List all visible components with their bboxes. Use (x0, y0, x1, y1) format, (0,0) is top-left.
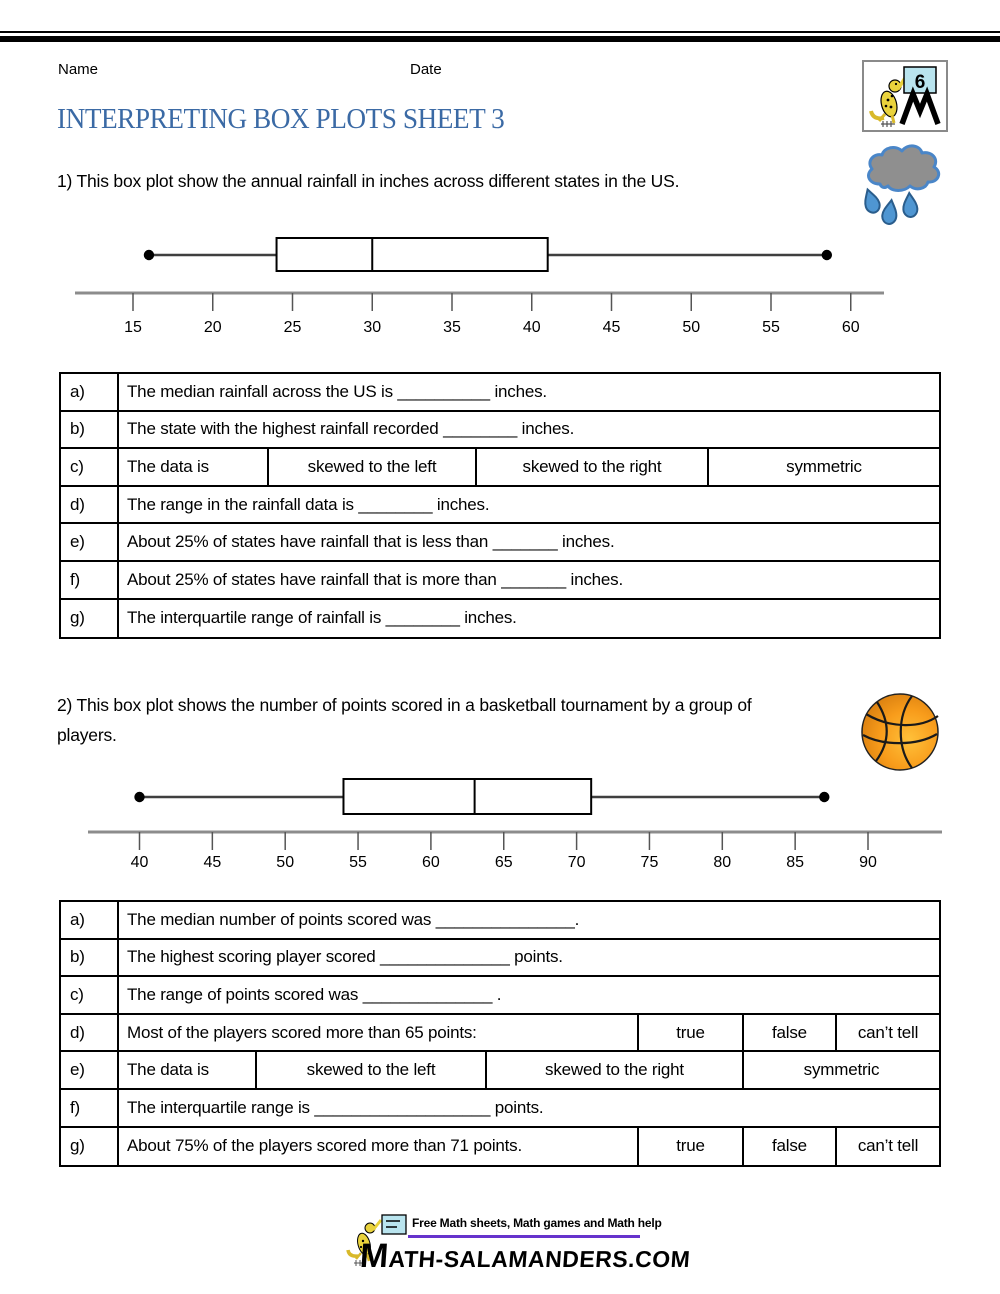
top-rule-thin (0, 31, 1000, 33)
axis-tick-label: 55 (349, 854, 367, 871)
rain-cloud-icon (850, 140, 950, 225)
option-skewed-right: skewed to the right (487, 1052, 744, 1088)
axis-tick-label: 45 (602, 319, 621, 336)
max-dot (822, 250, 832, 260)
option-cant-tell: can’t tell (857, 1022, 919, 1042)
row-letter: e) (61, 1052, 119, 1088)
question-text: The interquartile range is ___________________ points. (127, 1097, 544, 1117)
axis-tick-label: 65 (494, 854, 513, 871)
option-symmetric: symmetric (786, 456, 862, 476)
question-text: The data is (119, 1052, 257, 1088)
salamander-tail (348, 1250, 358, 1256)
table-row (61, 977, 939, 1015)
raindrop (881, 199, 898, 225)
table-row (61, 562, 939, 600)
iqr-box (277, 238, 548, 271)
grade-badge-logo (862, 60, 948, 132)
question-text: The range of points scored was ______________ . (127, 984, 502, 1004)
axis-tick-label: 70 (567, 854, 586, 871)
question-text: The highest scoring player scored ______________ points. (127, 947, 563, 967)
option-true: true (639, 1128, 744, 1166)
row-letter: g) (61, 600, 119, 638)
option-true: true (639, 1015, 744, 1051)
axis-tick-label: 85 (786, 854, 805, 871)
axis-tick-label: 45 (203, 854, 222, 871)
table-row (61, 487, 939, 525)
axis-tick-label: 50 (276, 854, 295, 871)
min-dot (134, 792, 144, 802)
row-letter: d) (61, 1015, 119, 1051)
table-row (61, 1090, 939, 1128)
axis-tick-label: 35 (443, 319, 461, 336)
question-2-prompt: 2) This box plot shows the number of points scored in a basketball tournament by a group of players. (57, 695, 752, 745)
date-label: Date (410, 61, 442, 78)
axis-tick-label: 40 (130, 854, 149, 871)
raindrop (902, 193, 918, 218)
table-row (61, 524, 939, 562)
question-text: The median rainfall across the US is __________ inches. (127, 381, 547, 401)
axis-tick-label: 15 (124, 319, 142, 336)
option-symmetric: symmetric (803, 1060, 880, 1080)
axis-tick-label: 80 (713, 854, 732, 871)
row-letter: c) (61, 449, 119, 485)
table-row (61, 902, 939, 940)
row-letter: a) (61, 374, 119, 410)
question-text: The state with the highest rainfall recorded ________ inches. (127, 419, 575, 439)
spot (887, 99, 890, 102)
axis-tick-label: 20 (203, 319, 222, 336)
axis-tick-label: 60 (422, 854, 440, 871)
cloud (869, 146, 939, 191)
table-row (61, 449, 939, 487)
row-letter: f) (61, 562, 119, 598)
top-rule-thick (0, 36, 1000, 42)
row-letter: e) (61, 524, 119, 560)
option-false: false (744, 1015, 837, 1051)
max-dot (819, 792, 829, 802)
row-letter: c) (61, 977, 119, 1013)
question-1-prompt: 1) This box plot show the annual rainfall in inches across different states in the US. (57, 171, 680, 191)
row-letter: a) (61, 902, 119, 938)
question-text: Most of the players scored more than 65 points: (119, 1015, 639, 1051)
question-text: The median number of points scored was _______________. (127, 909, 580, 929)
axis-tick-label: 55 (762, 319, 780, 336)
question-1-table (59, 372, 941, 639)
option-cant-tell: can’t tell (857, 1136, 919, 1156)
raindrop (861, 187, 882, 214)
boxplot-basketball (0, 762, 1000, 882)
axis-tick-label: 50 (682, 319, 701, 336)
question-text: About 25% of states have rainfall that is more than _______ inches. (127, 569, 623, 589)
footer-site-logo-text: MATH-SALAMANDERS.COM (358, 1237, 692, 1275)
question-text: The range in the rainfall data is ________ inches. (127, 494, 490, 514)
iqr-box (343, 779, 591, 814)
option-skewed-left: skewed to the left (257, 1052, 487, 1088)
easel-sign (382, 1215, 406, 1234)
page-title: INTERPRETING BOX PLOTS SHEET 3 (57, 103, 505, 135)
grade-number: 6 (914, 72, 926, 93)
row-letter: d) (61, 487, 119, 523)
spot (891, 95, 894, 98)
table-row (61, 1052, 939, 1090)
footer-tagline: Free Math sheets, Math games and Math help (412, 1216, 662, 1230)
spot (885, 105, 888, 108)
option-skewed-left: skewed to the left (269, 449, 477, 485)
question-text: About 75% of the players scored more than 71 points. (119, 1128, 639, 1166)
axis-tick-label: 30 (363, 319, 382, 336)
axis-tick-label: 25 (283, 319, 302, 336)
question-2-table (59, 900, 941, 1167)
spot (890, 106, 893, 109)
question-text: The interquartile range of rainfall is ________ inches. (127, 608, 517, 628)
row-letter: b) (61, 412, 119, 448)
row-letter: b) (61, 940, 119, 976)
axis-tick-label: 90 (859, 854, 877, 871)
option-false: false (744, 1128, 837, 1166)
table-row (61, 374, 939, 412)
option-skewed-right: skewed to the right (477, 449, 709, 485)
axis-tick-label: 40 (522, 319, 541, 336)
row-letter: g) (61, 1128, 119, 1166)
table-row (61, 600, 939, 638)
boxplot-rainfall (0, 225, 1000, 345)
question-text: The data is (119, 449, 269, 485)
spot (895, 83, 897, 85)
axis-tick-label: 75 (640, 854, 659, 871)
table-row (61, 1128, 939, 1166)
name-label: Name (58, 61, 99, 78)
min-dot (144, 250, 154, 260)
table-row (61, 940, 939, 978)
question-text: About 25% of states have rainfall that is less than _______ inches. (127, 532, 615, 552)
row-letter: f) (61, 1090, 119, 1126)
table-row (61, 412, 939, 450)
table-row (61, 1015, 939, 1053)
axis-tick-label: 60 (841, 319, 860, 336)
